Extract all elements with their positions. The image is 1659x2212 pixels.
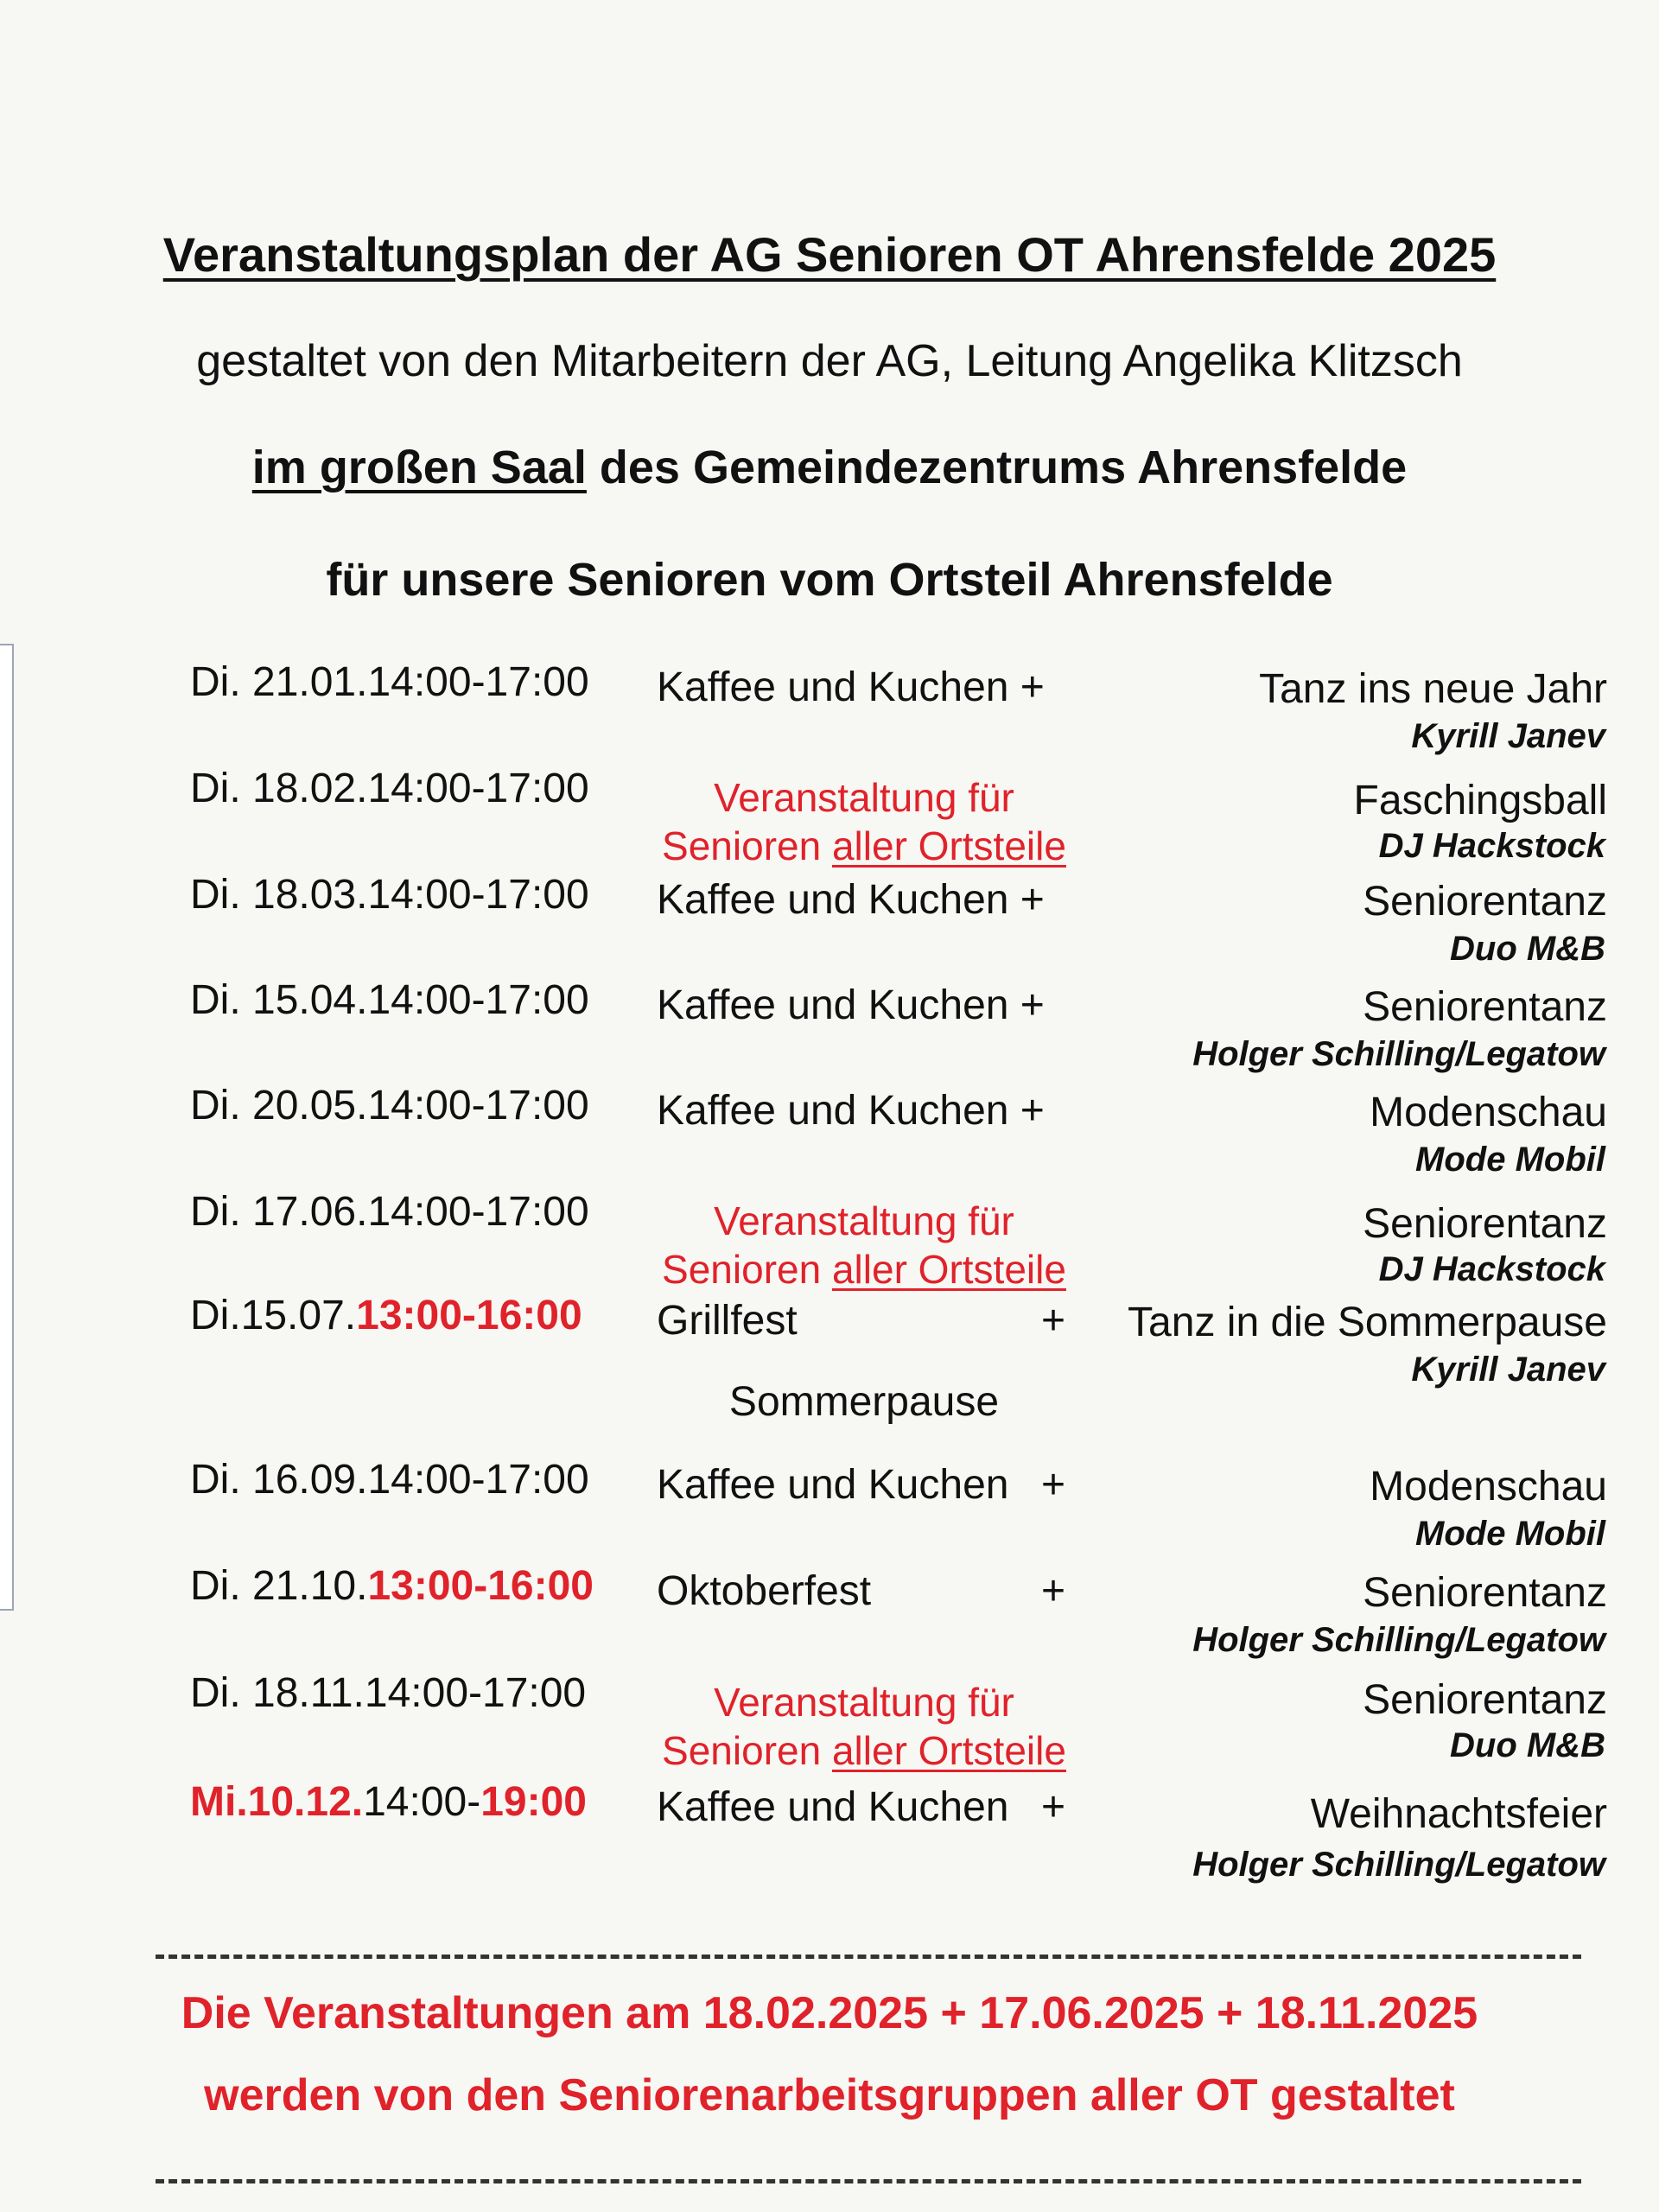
- event-activity: Kaffee und Kuchen +: [657, 1088, 1045, 1134]
- joint-label-line1: Veranstaltung für: [714, 775, 1014, 820]
- event-activity: Kaffee und Kuchen +: [657, 877, 1045, 923]
- event-performer: Kyrill Janev: [1411, 717, 1605, 755]
- event-date: Di. 18.02.14:00-17:00: [190, 766, 589, 811]
- joint-label-line1: Veranstaltung für: [714, 1198, 1014, 1243]
- event-row: [0, 1562, 1659, 1666]
- joint-label-line2: Senioren aller Ortsteile: [662, 823, 1066, 868]
- event-date: Di. 18.03.14:00-17:00: [190, 872, 589, 918]
- dashed-divider: [156, 2179, 1581, 2183]
- event-date: Di. 21.10.13:00-16:00: [190, 1563, 594, 1609]
- location-line: [0, 441, 1659, 494]
- event-performer: Holger Schilling/Legatow: [1192, 1035, 1605, 1073]
- event-title: Faschingsball: [1353, 778, 1607, 823]
- event-performer: Duo M&B: [1450, 930, 1605, 968]
- event-row: [0, 765, 1659, 868]
- event-activity: Kaffee und Kuchen: [657, 1784, 1009, 1830]
- event-performer: Holger Schilling/Legatow: [1192, 1846, 1605, 1884]
- event-plus: +: [1041, 1568, 1066, 1614]
- event-date: Mi.10.12.14:00-19:00: [190, 1779, 587, 1825]
- event-row: [0, 1082, 1659, 1185]
- event-plus: +: [1041, 1298, 1066, 1344]
- event-performer: DJ Hackstock: [1378, 827, 1605, 865]
- footer-note-line1: Die Veranstaltungen am 18.02.2025 + 17.06.2025 + 18.11.2025: [181, 1988, 1478, 2038]
- event-row: [0, 976, 1659, 1080]
- event-performer: DJ Hackstock: [1378, 1250, 1605, 1288]
- event-activity: Grillfest: [657, 1298, 798, 1344]
- event-row: [0, 1456, 1659, 1560]
- event-date: Di.15.07.13:00-16:00: [190, 1293, 582, 1338]
- event-date: Di. 18.11.14:00-17:00: [190, 1670, 587, 1716]
- event-activity: Kaffee und Kuchen: [657, 1462, 1009, 1508]
- event-row: [0, 658, 1659, 762]
- event-title: Seniorentanz: [1363, 879, 1607, 925]
- summer-break: Sommerpause: [728, 1379, 1000, 1425]
- event-title: Tanz ins neue Jahr: [1259, 666, 1607, 712]
- footer-note-line2: werden von den Seniorenarbeitsgruppen aller OT gestaltet: [204, 2070, 1455, 2120]
- joint-event-label: [622, 1678, 1106, 1775]
- page-subtitle: gestaltet von den Mitarbeitern der AG, Leitung Angelika Klitzsch: [196, 336, 1463, 386]
- event-plus: +: [1041, 1462, 1066, 1508]
- event-row: [0, 1669, 1659, 1773]
- audience-line: für unsere Senioren vom Ortsteil Ahrensfelde: [326, 554, 1333, 606]
- joint-label-line2: Senioren aller Ortsteile: [662, 1728, 1066, 1773]
- joint-label-line1: Veranstaltung für: [714, 1680, 1014, 1725]
- location-rest: des Gemeindezentrums Ahrensfelde: [586, 442, 1408, 493]
- location-underlined: im großen Saal: [251, 442, 587, 493]
- event-date: Di. 21.01.14:00-17:00: [190, 659, 589, 705]
- event-row: [0, 1188, 1659, 1292]
- event-performer: Holger Schilling/Legatow: [1192, 1621, 1605, 1659]
- event-title: Seniorentanz: [1363, 1677, 1607, 1723]
- event-title: Seniorentanz: [1363, 1570, 1607, 1616]
- event-plus: +: [1041, 1784, 1066, 1830]
- event-row: [0, 1778, 1659, 1882]
- event-date: Di. 16.09.14:00-17:00: [190, 1457, 589, 1503]
- event-date: Di. 17.06.14:00-17:00: [190, 1189, 589, 1235]
- event-date: Di. 15.04.14:00-17:00: [190, 977, 589, 1023]
- event-activity: Kaffee und Kuchen +: [657, 664, 1045, 710]
- event-performer: Kyrill Janev: [1411, 1351, 1605, 1389]
- event-performer: Mode Mobil: [1415, 1141, 1605, 1179]
- joint-label-line2: Senioren aller Ortsteile: [662, 1247, 1066, 1292]
- event-title: Seniorentanz: [1363, 1201, 1607, 1247]
- event-performer: Duo M&B: [1450, 1726, 1605, 1764]
- event-title: Modenschau: [1370, 1464, 1607, 1510]
- joint-event-label: [622, 1197, 1106, 1294]
- event-activity: Oktoberfest: [657, 1568, 872, 1614]
- event-title: Modenschau: [1370, 1090, 1607, 1135]
- joint-event-label: [622, 773, 1106, 870]
- page-title: Veranstaltungsplan der AG Senioren OT Ahrensfelde 2025: [162, 227, 1497, 282]
- event-activity: Kaffee und Kuchen +: [657, 982, 1045, 1028]
- dashed-divider: [156, 1955, 1581, 1959]
- event-title: Tanz in die Sommerpause: [1128, 1300, 1607, 1345]
- event-performer: Mode Mobil: [1415, 1515, 1605, 1553]
- event-title: Weihnachtsfeier: [1310, 1791, 1607, 1837]
- event-date: Di. 20.05.14:00-17:00: [190, 1083, 589, 1128]
- event-title: Seniorentanz: [1363, 984, 1607, 1030]
- event-row: [0, 871, 1659, 975]
